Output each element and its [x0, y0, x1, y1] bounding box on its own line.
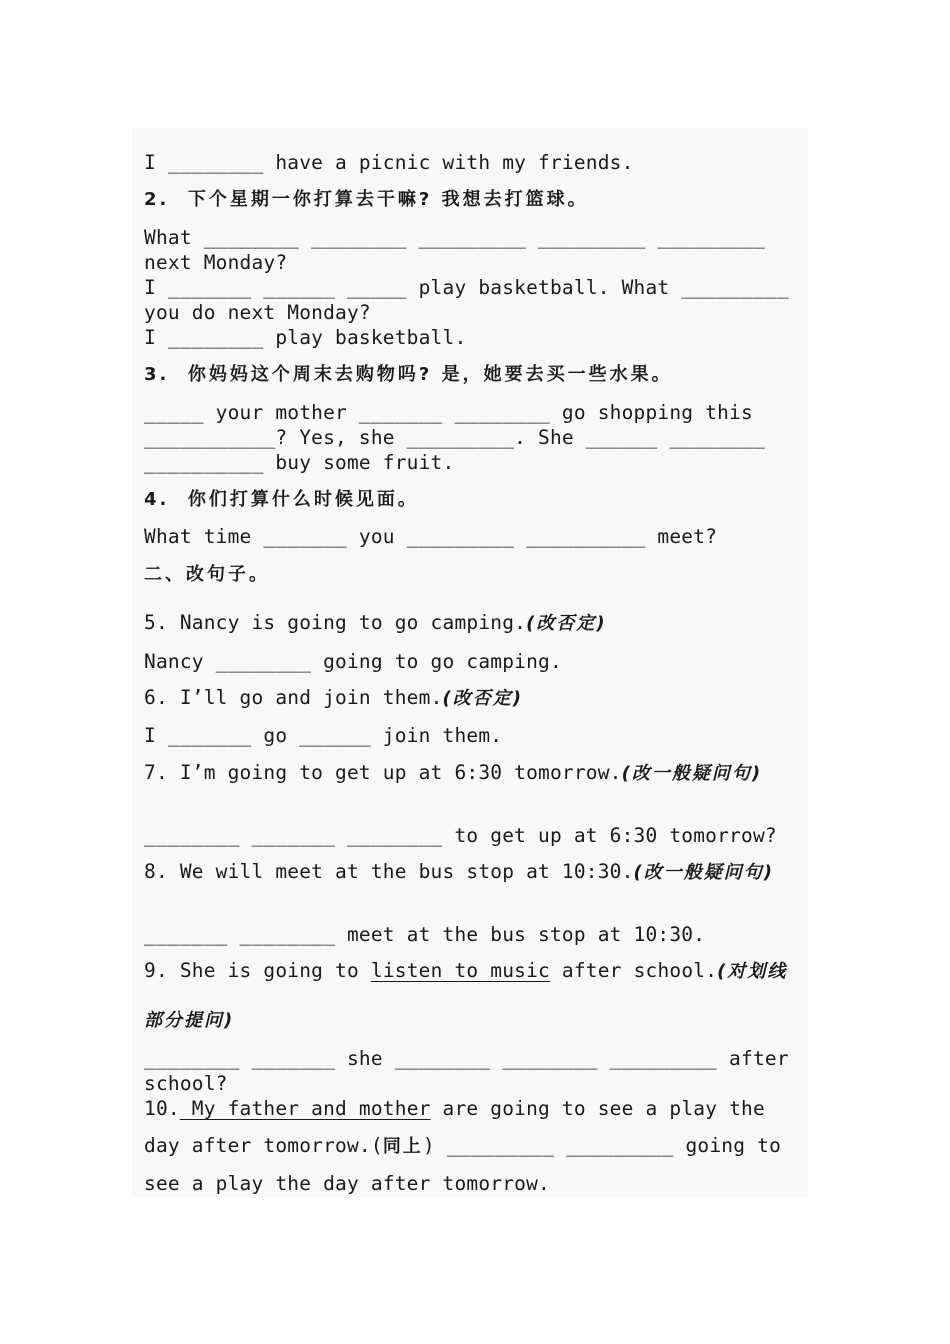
question-2-answer-line-2: next Monday? [144, 251, 288, 274]
question-10-line-3: see a play the day after tomorrow. [144, 1172, 550, 1195]
question-9-answer-line-1: ________ _______ she ________ ________ _________ after [144, 1047, 789, 1070]
question-9-instruction-continued: 部分提问) [144, 1010, 235, 1031]
question-10-text-end: are going to see a play the [430, 1097, 765, 1120]
question-10 [144, 1096, 765, 1121]
question-7-instruction: (改一般疑问句) [621, 763, 763, 784]
question-8 [144, 859, 774, 885]
question-6 [144, 685, 523, 711]
section-2-heading: 二、改句子。 [144, 564, 270, 585]
question-10-line-2-end: ) _________ _________ going to [422, 1134, 782, 1157]
question-2-answer-line-1: What ________ ________ _________ _________ _________ [144, 226, 765, 249]
question-9-answer-line-2: school? [144, 1072, 228, 1095]
question-9-text-end: after school. [549, 959, 718, 982]
question-5-text: 5. Nancy is going to go camping. [144, 611, 527, 634]
question-5-answer-line: Nancy ________ going to go camping. [144, 650, 562, 673]
question-7-answer-line: ________ _______ ________ to get up at 6:30 tomorrow? [144, 824, 777, 847]
question-10-instruction: 同上 [382, 1136, 423, 1157]
question-9-underlined-phrase: listen to music [370, 959, 550, 982]
question-9-text-start: 9. She is going to [144, 959, 371, 982]
question-6-instruction: (改否定) [442, 688, 523, 709]
question-3-answer-line-1: _____ your mother _______ ________ go shopping this [144, 401, 753, 424]
question-8-text: 8. We will meet at the bus stop at 10:30. [144, 860, 634, 883]
question-6-answer-line: I _______ go ______ join them. [144, 724, 503, 747]
question-10-line-2 [144, 1133, 781, 1159]
question-3-answer-line-3: __________ buy some fruit. [144, 451, 455, 474]
question-2-answer-line-5: I ________ play basketball. [144, 326, 467, 349]
question-10-number: 10. [144, 1097, 180, 1120]
question-2-answer-line-4: you do next Monday? [144, 301, 371, 324]
question-3-heading: 3. 你妈妈这个周末去购物吗? 是，她要去买一些水果。 [144, 364, 673, 385]
exercise-line-1: I ________ have a picnic with my friends. [144, 151, 634, 174]
question-9-instruction: (对划线 [717, 961, 788, 982]
question-3-answer-line-2: ___________? Yes, she _________. She ______ ________ [144, 426, 765, 449]
question-7 [144, 760, 762, 786]
question-9 [144, 958, 787, 984]
question-5-instruction: (改否定) [526, 613, 607, 634]
question-4-heading: 4. 你们打算什么时候见面。 [144, 489, 419, 510]
question-10-underlined-phrase: My father and mother [179, 1097, 431, 1120]
question-4-answer-line: What time _______ you _________ __________ meet? [144, 525, 718, 548]
question-2-heading: 2. 下个星期一你打算去干嘛? 我想去打篮球。 [144, 189, 589, 210]
question-5 [144, 610, 607, 636]
question-10-line-2-start: day after tomorrow.( [144, 1134, 383, 1157]
question-2-answer-line-3: I _______ ______ _____ play basketball. What _________ [144, 276, 789, 299]
question-7-text: 7. I’m going to get up at 6:30 tomorrow. [144, 761, 622, 784]
question-6-text: 6. I’ll go and join them. [144, 686, 443, 709]
question-8-answer-line: _______ ________ meet at the bus stop at 10:30. [144, 923, 706, 946]
question-8-instruction: (改一般疑问句) [633, 862, 774, 883]
